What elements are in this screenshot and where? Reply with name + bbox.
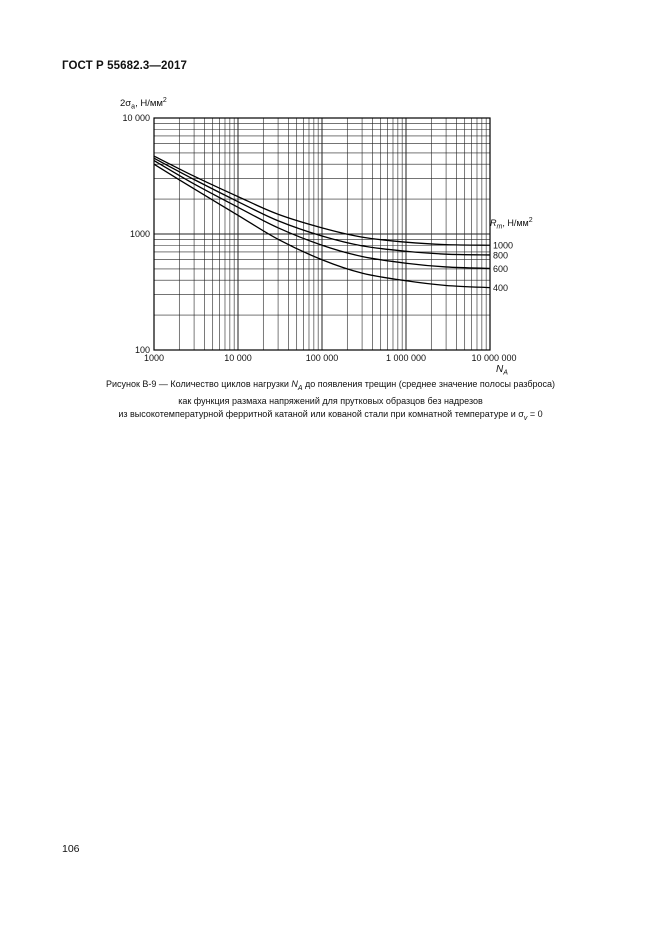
legend-title-unit: , Н/мм [502,218,529,228]
caption-line-1-start: Рисунок В-9 — Количество циклов нагрузки [105,379,292,389]
caption-var-sub: A [297,384,303,392]
x-tick-label: 10 000 000 [471,353,517,363]
y-axis-label [120,97,167,111]
x-axis-label [496,364,508,377]
series-label-600: 600 [493,263,509,274]
x-tick-label: 1000 [143,353,165,363]
y-axis-label-sup: 2 [162,97,167,104]
y-tick-label: 10 000 [122,113,150,123]
series-label-800: 800 [493,250,509,261]
caption-line-3-end: = 0 [527,408,543,419]
legend-title-sub: m [496,223,503,231]
legend-title-sup: 2 [528,217,533,224]
page-number: 106 [62,843,80,855]
caption-line-3 [40,408,621,425]
tick-labels [122,113,516,363]
x-tick-label: 1 000 000 [385,353,427,363]
grid [154,118,490,350]
y-tick-label: 1000 [129,229,150,239]
caption-var: N [291,379,298,389]
x-axis-label-main: N [496,364,504,375]
caption-sigma-sub: v [523,414,528,422]
caption-line-1-end: до появления трещин (среднее значение полосы разброса) [302,379,556,389]
y-axis-label-unit: , Н/мм [135,98,163,109]
series-label-400: 400 [493,283,509,294]
y-axis-label-sub: a [131,103,136,111]
series-labels [493,241,513,293]
figure-caption [40,378,621,425]
legend-title-main: R [490,218,497,228]
caption-sigma: σ [518,408,524,419]
legend-title [490,217,533,231]
y-axis-label-main: 2σ [120,98,132,109]
document-header: ГОСТ Р 55682.3—2017 [62,60,187,72]
y-tick-label: 100 [134,345,150,355]
caption-line-2: как функция размаха напряжений для прутковых образцов без надрезов [178,395,483,406]
x-axis-label-sub: A [503,369,508,377]
x-tick-label: 100 000 [305,353,339,363]
caption-line-1 [40,378,621,395]
x-tick-label: 10 000 [224,353,252,363]
series-label-1000: 1000 [493,240,514,251]
caption-line-3-start: из высокотемпературной ферритной катаной или кованой стали при комнатной температуре и [118,408,519,419]
